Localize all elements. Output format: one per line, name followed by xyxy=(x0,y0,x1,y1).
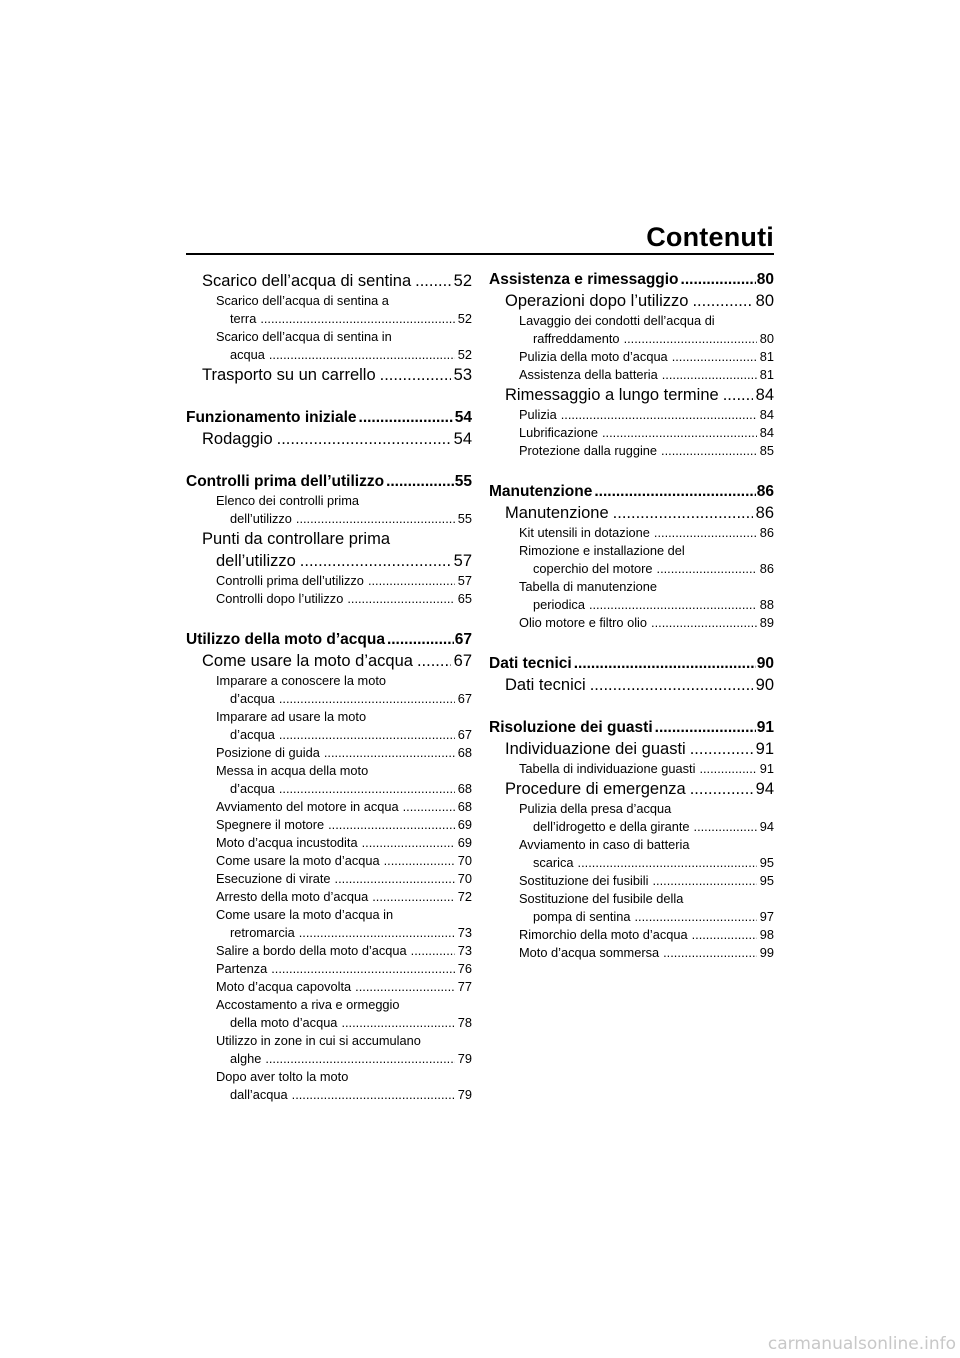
toc-page-number: 95 xyxy=(759,873,774,888)
toc-entry[interactable] xyxy=(186,1086,472,1104)
toc-entry-title: Kit utensili in dotazione xyxy=(519,525,650,540)
toc-page-number: 91 xyxy=(756,719,774,736)
dot-leader xyxy=(277,428,451,450)
toc-entry-title: Olio motore e filtro olio xyxy=(519,615,648,630)
toc-entry-title: Manutenzione xyxy=(505,504,609,522)
toc-page-number: 94 xyxy=(759,819,774,834)
toc-entry[interactable] xyxy=(489,854,774,872)
toc-page-number: 86 xyxy=(759,525,774,540)
toc-entry-title: Sostituzione dei fusibili xyxy=(519,873,649,888)
toc-entry[interactable] xyxy=(186,870,472,888)
toc-entry[interactable]: Rimozione e installazione del xyxy=(519,543,685,558)
toc-section[interactable] xyxy=(489,502,774,524)
dot-leader xyxy=(384,852,455,870)
toc-entry[interactable] xyxy=(186,978,472,996)
toc-entry-title: Pulizia xyxy=(519,407,557,422)
toc-entry-title: Salire a bordo della moto d’acqua xyxy=(216,943,407,958)
toc-page-number: 52 xyxy=(457,347,472,362)
toc-entry-title: Arresto della moto d’acqua xyxy=(216,889,369,904)
toc-page-number: 91 xyxy=(755,740,774,758)
dot-leader xyxy=(699,760,756,778)
toc-section[interactable] xyxy=(186,650,472,672)
toc-section[interactable] xyxy=(489,290,774,312)
toc-page-number: 70 xyxy=(457,853,472,868)
toc-page-number: 54 xyxy=(454,409,472,426)
toc-entry[interactable] xyxy=(489,366,774,384)
toc-entry-title: Posizione di guida xyxy=(216,745,320,760)
toc-page-number: 68 xyxy=(457,745,472,760)
toc-entry[interactable] xyxy=(489,348,774,366)
toc-entry-title: Rodaggio xyxy=(202,430,273,448)
toc-entry[interactable]: Pulizia della presa d’acqua xyxy=(519,801,672,816)
toc-page-number: 85 xyxy=(759,443,774,458)
dot-leader xyxy=(271,960,455,978)
toc-page-number: 94 xyxy=(755,780,774,798)
toc-entry-title: retromarcia xyxy=(230,925,295,940)
toc-page-number: 95 xyxy=(759,855,774,870)
dot-leader xyxy=(386,472,454,492)
toc-chapter[interactable] xyxy=(186,408,472,428)
toc-entry[interactable]: Dopo aver tolto la moto xyxy=(216,1069,349,1084)
toc-entry-title: Pulizia della moto d’acqua xyxy=(519,349,668,364)
toc-entry[interactable]: Come usare la moto d’acqua in xyxy=(216,907,394,922)
toc-page-number: 68 xyxy=(457,799,472,814)
dot-leader xyxy=(655,718,756,738)
toc-page-number: 52 xyxy=(457,311,472,326)
toc-chapter[interactable] xyxy=(489,482,774,502)
toc-section[interactable] xyxy=(186,270,472,292)
toc-entry[interactable] xyxy=(489,596,774,614)
toc-entry[interactable]: Scarico dell’acqua di sentina a xyxy=(216,293,389,308)
toc-chapter[interactable] xyxy=(489,718,774,738)
toc-page-number: 70 xyxy=(457,871,472,886)
toc-entry[interactable]: Messa in acqua della moto xyxy=(216,763,369,778)
toc-entry-title: Scarico dell’acqua di sentina xyxy=(202,272,412,290)
dot-leader xyxy=(694,818,757,836)
toc-entry-title: pompa di sentina xyxy=(533,909,631,924)
toc-page-number: 69 xyxy=(457,835,472,850)
toc-entry[interactable] xyxy=(186,726,472,744)
toc-section[interactable] xyxy=(186,364,472,386)
dot-leader xyxy=(590,674,753,696)
toc-entry-title: Operazioni dopo l’utilizzo xyxy=(505,292,689,310)
toc-page-number: 53 xyxy=(453,366,472,384)
dot-leader xyxy=(602,424,757,442)
toc-entry-title: Trasporto su un carrello xyxy=(202,366,376,384)
dot-leader xyxy=(411,942,455,960)
toc-entry[interactable] xyxy=(186,690,472,708)
toc-entry-title: alghe xyxy=(230,1051,262,1066)
toc-entry[interactable]: Imparare a conoscere la moto xyxy=(216,673,386,688)
toc-entry[interactable]: Imparare ad usare la moto xyxy=(216,709,367,724)
toc-page-number: 73 xyxy=(457,925,472,940)
toc-entry[interactable] xyxy=(489,872,774,890)
toc-entry-title: periodica xyxy=(533,597,585,612)
toc-entry-title: Rimessaggio a lungo termine xyxy=(505,386,719,404)
toc-section[interactable] xyxy=(186,428,472,450)
dot-leader xyxy=(292,1086,455,1104)
toc-page-number: 67 xyxy=(457,691,472,706)
toc-entry[interactable] xyxy=(489,614,774,632)
dot-leader xyxy=(335,870,455,888)
toc-column-right xyxy=(489,270,774,962)
dot-leader xyxy=(265,1050,454,1068)
toc-entry-title: dell’idrogetto e della girante xyxy=(533,819,690,834)
toc-entry-title: d’acqua xyxy=(230,781,275,796)
toc-page-number: 68 xyxy=(457,781,472,796)
dot-leader xyxy=(652,872,756,890)
toc-page-number: 67 xyxy=(453,652,472,670)
toc-entry-title: Moto d’acqua capovolta xyxy=(216,979,352,994)
title-divider xyxy=(186,253,774,255)
toc-page-number: 88 xyxy=(759,597,774,612)
toc-chapter[interactable] xyxy=(489,270,774,290)
toc-entry[interactable] xyxy=(489,406,774,424)
toc-chapter[interactable] xyxy=(186,630,472,650)
dot-leader xyxy=(362,834,455,852)
toc-entry-title: Come usare la moto d’acqua xyxy=(202,652,413,670)
dot-leader xyxy=(417,650,451,672)
toc-entry[interactable] xyxy=(186,798,472,816)
toc-entry-title: terra xyxy=(230,311,257,326)
toc-entry-title: scarica xyxy=(533,855,574,870)
dot-leader xyxy=(299,924,455,942)
toc-entry-title: Dati tecnici xyxy=(489,655,572,672)
toc-entry[interactable] xyxy=(186,780,472,798)
toc-entry-title: d’acqua xyxy=(230,727,275,742)
dot-leader xyxy=(657,560,757,578)
toc-page-number: 80 xyxy=(756,271,774,288)
toc-entry[interactable] xyxy=(489,424,774,442)
toc-section[interactable] xyxy=(186,550,472,572)
dot-leader xyxy=(368,572,455,590)
toc-entry[interactable] xyxy=(186,346,472,364)
toc-entry-title: Controlli prima dell’utilizzo xyxy=(216,573,364,588)
dot-leader xyxy=(279,726,455,744)
toc-entry[interactable] xyxy=(186,942,472,960)
toc-entry[interactable] xyxy=(186,816,472,834)
toc-entry-title: Lubrificazione xyxy=(519,425,598,440)
toc-section[interactable] xyxy=(489,674,774,696)
dot-leader xyxy=(589,596,757,614)
toc-entry-title: d’acqua xyxy=(230,691,275,706)
toc-page-number: 89 xyxy=(759,615,774,630)
toc-entry[interactable] xyxy=(489,818,774,836)
toc-chapter[interactable] xyxy=(186,472,472,492)
toc-page-number: 69 xyxy=(457,817,472,832)
toc-page-number: 81 xyxy=(759,367,774,382)
toc-entry[interactable]: Utilizzo in zone in cui si accumulano xyxy=(216,1033,421,1048)
dot-leader xyxy=(347,590,454,608)
toc-entry[interactable] xyxy=(489,944,774,962)
toc-entry-title: Utilizzo della moto d’acqua xyxy=(186,631,385,648)
toc-page-number: 79 xyxy=(457,1087,472,1102)
toc-page-number: 86 xyxy=(759,561,774,576)
toc-entry[interactable]: Tabella di manutenzione xyxy=(519,579,658,594)
toc-page-number: 67 xyxy=(454,631,472,648)
dot-leader xyxy=(574,654,756,674)
toc-entry-title: Individuazione dei guasti xyxy=(505,740,686,758)
toc-entry[interactable] xyxy=(186,852,472,870)
toc-entry-title: dall’acqua xyxy=(230,1087,288,1102)
toc-page-number: 76 xyxy=(457,961,472,976)
dot-leader xyxy=(672,348,757,366)
dot-leader xyxy=(594,482,755,502)
dot-leader xyxy=(300,550,451,572)
dot-leader xyxy=(359,408,454,428)
toc-page-number: 90 xyxy=(756,655,774,672)
toc-entry-title: Moto d’acqua incustodita xyxy=(216,835,358,850)
dot-leader xyxy=(662,366,757,384)
dot-leader xyxy=(387,630,454,650)
toc-entry[interactable] xyxy=(186,1050,472,1068)
toc-entry[interactable]: Accostamento a riva e ormeggio xyxy=(216,997,400,1012)
toc-column-left xyxy=(186,270,472,1104)
dot-leader xyxy=(279,690,455,708)
dot-leader xyxy=(651,614,757,632)
toc-section[interactable] xyxy=(489,738,774,760)
toc-entry-title: Spegnere il motore xyxy=(216,817,325,832)
toc-entry[interactable] xyxy=(186,510,472,528)
toc-page-number: 99 xyxy=(759,945,774,960)
toc-entry[interactable] xyxy=(186,590,472,608)
toc-entry-title: Partenza xyxy=(216,961,268,976)
dot-leader xyxy=(654,524,757,542)
toc-entry-title: Manutenzione xyxy=(489,483,593,500)
dot-leader xyxy=(578,854,757,872)
toc-entry-title: Risoluzione dei guasti xyxy=(489,719,653,736)
toc-entry-title: Tabella di individuazione guasti xyxy=(519,761,696,776)
toc-entry[interactable] xyxy=(489,442,774,460)
dot-leader xyxy=(380,364,451,386)
toc-entry-title: Protezione dalla ruggine xyxy=(519,443,658,458)
toc-section[interactable] xyxy=(489,384,774,406)
toc-page-number: 91 xyxy=(759,761,774,776)
dot-leader xyxy=(663,944,757,962)
toc-entry-title: dell’utilizzo xyxy=(230,511,292,526)
dot-leader xyxy=(681,270,756,290)
toc-page-number: 72 xyxy=(457,889,472,904)
toc-entry[interactable] xyxy=(186,1014,472,1032)
toc-entry[interactable] xyxy=(186,924,472,942)
toc-entry-title: Controlli prima dell’utilizzo xyxy=(186,473,385,490)
dot-leader xyxy=(269,346,455,364)
dot-leader xyxy=(403,798,455,816)
toc-entry[interactable] xyxy=(186,310,472,328)
toc-entry[interactable] xyxy=(186,572,472,590)
dot-leader xyxy=(324,744,455,762)
toc-entry[interactable] xyxy=(489,560,774,578)
toc-entry-title: Avviamento del motore in acqua xyxy=(216,799,399,814)
toc-entry[interactable] xyxy=(186,960,472,978)
dot-leader xyxy=(372,888,455,906)
toc-page-number: 90 xyxy=(755,676,774,694)
dot-leader xyxy=(561,406,757,424)
toc-page-number: 54 xyxy=(453,430,472,448)
toc-entry-title: Assistenza e rimessaggio xyxy=(489,271,679,288)
dot-leader xyxy=(415,270,451,292)
toc-page-number: 79 xyxy=(457,1051,472,1066)
toc-entry-title: Procedure di emergenza xyxy=(505,780,686,798)
toc-page-number: 86 xyxy=(755,504,774,522)
toc-entry-title: Esecuzione di virate xyxy=(216,871,331,886)
toc-entry-title: Assistenza della batteria xyxy=(519,367,658,382)
toc-page-number: 65 xyxy=(457,591,472,606)
dot-leader xyxy=(692,926,757,944)
toc-entry-title: coperchio del motore xyxy=(533,561,653,576)
toc-entry[interactable] xyxy=(186,888,472,906)
dot-leader xyxy=(355,978,455,996)
dot-leader xyxy=(690,738,753,760)
toc-entry[interactable] xyxy=(186,834,472,852)
toc-page-number: 55 xyxy=(454,473,472,490)
page-title: Contenuti xyxy=(646,222,774,252)
dot-leader xyxy=(296,510,455,528)
toc-page-number: 57 xyxy=(457,573,472,588)
toc-page-number: 77 xyxy=(457,979,472,994)
dot-leader xyxy=(634,908,756,926)
toc-page-number: 97 xyxy=(759,909,774,924)
toc-page-number: 73 xyxy=(457,943,472,958)
dot-leader xyxy=(328,816,455,834)
toc-page-number: 98 xyxy=(759,927,774,942)
toc-chapter[interactable] xyxy=(489,654,774,674)
toc-entry[interactable] xyxy=(186,744,472,762)
dot-leader xyxy=(613,502,753,524)
toc-entry-title: Controlli dopo l’utilizzo xyxy=(216,591,344,606)
dot-leader xyxy=(661,442,757,460)
toc-entry[interactable] xyxy=(489,908,774,926)
dot-leader xyxy=(723,384,753,406)
toc-page-number: 80 xyxy=(759,331,774,346)
toc-entry[interactable] xyxy=(489,926,774,944)
toc-page-number: 84 xyxy=(759,407,774,422)
toc-entry-title: raffreddamento xyxy=(533,331,620,346)
toc-entry[interactable] xyxy=(489,760,774,778)
toc-entry-title: della moto d’acqua xyxy=(230,1015,338,1030)
toc-entry-title: dell’utilizzo xyxy=(216,552,296,570)
toc-page-number: 67 xyxy=(457,727,472,742)
dot-leader xyxy=(260,310,454,328)
toc-entry-title: Come usare la moto d’acqua xyxy=(216,853,380,868)
toc-page-number: 55 xyxy=(457,511,472,526)
toc-entry[interactable] xyxy=(489,330,774,348)
toc-page-number: 57 xyxy=(453,552,472,570)
watermark: carmanualsonline.info xyxy=(767,1334,956,1354)
toc-entry-title: Moto d’acqua sommersa xyxy=(519,945,660,960)
toc-entry[interactable]: Punti da controllare prima xyxy=(202,530,391,548)
dot-leader xyxy=(624,330,757,348)
dot-leader xyxy=(692,290,752,312)
toc-entry[interactable]: Avviamento in caso di batteria xyxy=(519,837,690,852)
dot-leader xyxy=(690,778,753,800)
toc-entry[interactable]: Elenco dei controlli prima xyxy=(216,493,359,508)
dot-leader xyxy=(279,780,455,798)
toc-page-number: 86 xyxy=(756,483,774,500)
toc-entry[interactable]: Lavaggio dei condotti dell’acqua di xyxy=(519,313,715,328)
dot-leader xyxy=(341,1014,454,1032)
toc-entry-title: Funzionamento iniziale xyxy=(186,409,357,426)
toc-page-number: 81 xyxy=(759,349,774,364)
toc-entry-title: Rimorchio della moto d’acqua xyxy=(519,927,688,942)
toc-entry[interactable]: Sostituzione del fusibile della xyxy=(519,891,684,906)
toc-page-number: 80 xyxy=(755,292,774,310)
toc-entry-title: Dati tecnici xyxy=(505,676,586,694)
toc-entry[interactable] xyxy=(489,524,774,542)
toc-entry-title: acqua xyxy=(230,347,265,362)
toc-page-number: 84 xyxy=(759,425,774,440)
toc-page-number: 52 xyxy=(453,272,472,290)
toc-page-number: 84 xyxy=(755,386,774,404)
toc-section[interactable] xyxy=(489,778,774,800)
toc-entry[interactable]: Scarico dell’acqua di sentina in xyxy=(216,329,392,344)
toc-page-number: 78 xyxy=(457,1015,472,1030)
